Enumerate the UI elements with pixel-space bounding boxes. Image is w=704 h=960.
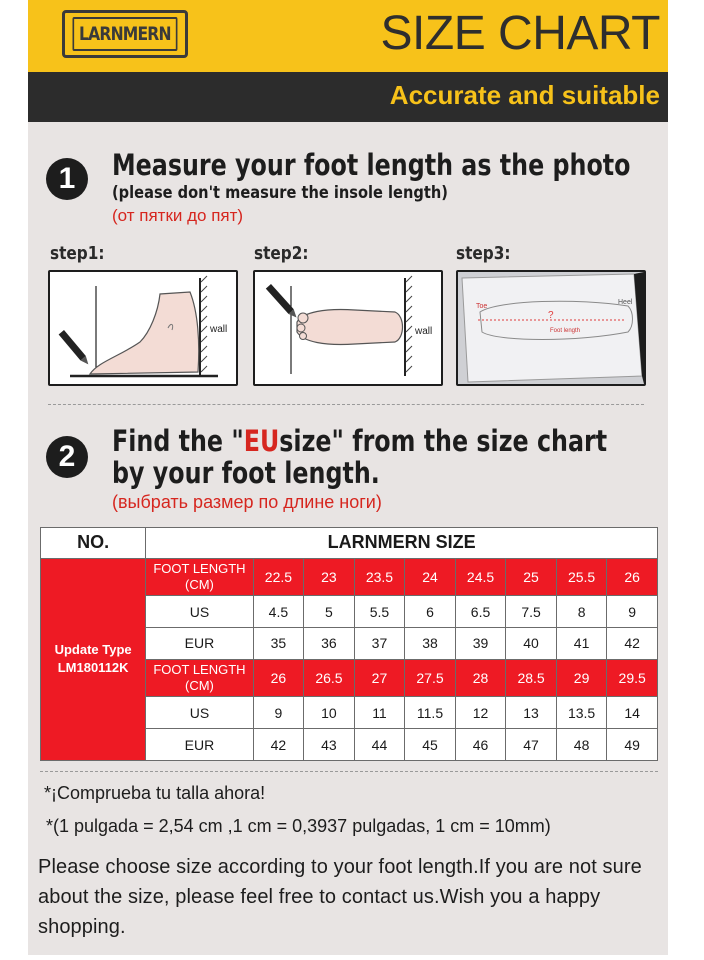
table-cell: 4.5 — [253, 596, 304, 628]
table-cell: 13 — [506, 697, 557, 729]
table-cell: 27 — [354, 659, 405, 696]
eu-highlight: EU — [243, 424, 280, 458]
us-label: US — [146, 697, 253, 729]
table-cell: 42 — [607, 627, 658, 659]
table-cell: 46 — [455, 729, 506, 761]
table-cell: 29.5 — [607, 659, 658, 696]
table-cell: 12 — [455, 697, 506, 729]
table-cell: 42 — [253, 729, 304, 761]
table-cell: 10 — [304, 697, 355, 729]
section1-russian-note: (от пятки до пят) — [112, 206, 244, 225]
table-cell: 43 — [304, 729, 355, 761]
table-cell: 40 — [506, 627, 557, 659]
svg-text:Heel: Heel — [618, 299, 633, 306]
table-cell: 45 — [405, 729, 456, 761]
section1-subheading: (please don't measure the insole length) — [112, 183, 448, 203]
eur-label: EUR — [146, 729, 253, 761]
eur-label: EUR — [146, 627, 253, 659]
table-cell: 5.5 — [354, 596, 405, 628]
step-2-badge: 2 — [46, 436, 88, 478]
step1-illustration — [48, 270, 238, 386]
table-cell: 7.5 — [506, 596, 557, 628]
step1-label: step1: — [50, 243, 105, 264]
foot-top-view-icon — [255, 272, 441, 384]
table-cell: 26.5 — [304, 659, 355, 696]
page-subtitle: Accurate and suitable — [389, 80, 660, 110]
table-cell: 24 — [405, 558, 456, 595]
section2-heading-line2: by your foot length. — [112, 456, 380, 490]
table-cell: 11.5 — [405, 697, 456, 729]
svg-text:Foot length: Foot length — [550, 328, 581, 334]
no-header: NO. — [41, 528, 146, 559]
step2-illustration — [253, 270, 443, 386]
brand-logo — [62, 10, 188, 58]
table-cell: 27.5 — [405, 659, 456, 696]
table-cell: 49 — [607, 729, 658, 761]
table-cell: 6.5 — [455, 596, 506, 628]
us-label: US — [146, 596, 253, 628]
table-cell: 5 — [304, 596, 355, 628]
table-cell: 29 — [556, 659, 607, 696]
table-cell: 38 — [405, 627, 456, 659]
page-title: SIZE CHART — [380, 7, 660, 60]
svg-text:wall: wall — [210, 324, 228, 335]
table-cell: 25 — [506, 558, 557, 595]
section2-heading: Find the "EUsize" from the size chart — [112, 424, 608, 458]
closing-paragraph: Please choose size according to your foot length.If you are not sure about the size, please feel free to contact us.Wish you a happy shopping. — [38, 856, 642, 938]
brand-size-header: LARNMERN SIZE — [146, 528, 658, 559]
table-cell: 39 — [455, 627, 506, 659]
brand-logo-text: LARNMERN — [73, 17, 178, 51]
table-header-row — [41, 528, 658, 559]
table-cell: 24.5 — [455, 558, 506, 595]
table-cell: 37 — [354, 627, 405, 659]
table-cell: 35 — [253, 627, 304, 659]
step-1-badge: 1 — [46, 158, 88, 200]
table-cell: 36 — [304, 627, 355, 659]
table-cell: 28 — [455, 659, 506, 696]
foot-side-view-icon — [50, 272, 236, 384]
step2-label: step2: — [254, 243, 309, 264]
table-cell: 28.5 — [506, 659, 557, 696]
step3-photo — [456, 270, 646, 386]
table-cell: 25.5 — [556, 558, 607, 595]
table-cell: 14 — [607, 697, 658, 729]
table-cell: 26 — [607, 558, 658, 595]
section2-russian-note: (выбрать размер по длине ноги) — [112, 492, 382, 512]
svg-text:Toe: Toe — [476, 303, 488, 310]
step3-label: step3: — [456, 243, 511, 264]
svg-text:?: ? — [548, 310, 554, 321]
table-row — [41, 558, 658, 595]
table-cell: 13.5 — [556, 697, 607, 729]
table-cell: 23 — [304, 558, 355, 595]
table-cell: 48 — [556, 729, 607, 761]
table-cell: 6 — [405, 596, 456, 628]
table-cell: 11 — [354, 697, 405, 729]
section1-heading: Measure your foot length as the photo — [112, 148, 631, 182]
conversion-note: *(1 pulgada = 2,54 cm ,1 cm = 0,3937 pulgadas, 1 cm = 10mm) — [46, 816, 551, 836]
foot-length-label: FOOT LENGTH (CM) — [146, 659, 253, 696]
table-cell: 9 — [607, 596, 658, 628]
table-cell: 47 — [506, 729, 557, 761]
svg-text:wall: wall — [415, 326, 433, 337]
foot-length-label: FOOT LENGTH (CM) — [146, 558, 253, 595]
check-size-note: *¡Comprueba tu talla ahora! — [44, 783, 266, 803]
divider — [48, 404, 644, 405]
table-cell: 23.5 — [354, 558, 405, 595]
size-table — [40, 527, 658, 761]
table-cell: 9 — [253, 697, 304, 729]
table-cell: 41 — [556, 627, 607, 659]
table-cell: 8 — [556, 596, 607, 628]
paper-measure-icon — [458, 272, 644, 384]
divider — [40, 771, 658, 772]
table-cell: 44 — [354, 729, 405, 761]
table-cell: 22.5 — [253, 558, 304, 595]
table-cell: 26 — [253, 659, 304, 696]
update-type-cell: Update Type LM180112K — [41, 558, 146, 760]
